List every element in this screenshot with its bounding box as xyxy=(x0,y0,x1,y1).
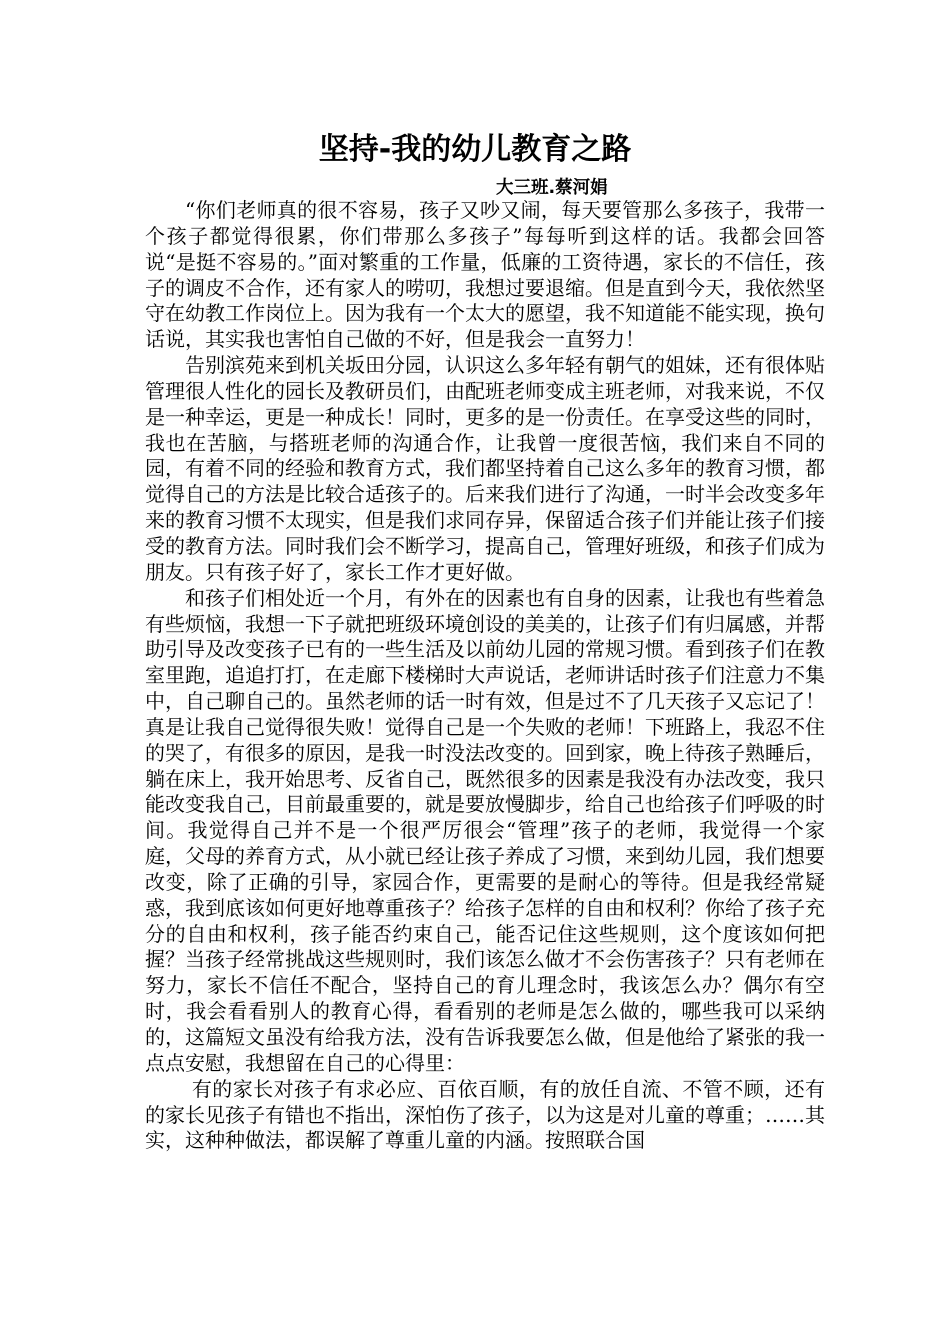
paragraph-2: 告别滨苑来到机关坂田分园，认识这么多年轻有朝气的姐妹，还有很体贴管理很人性化的园长及教研员们，由配班老师变成主班老师，对我来说，不仅是一种幸运，更是一种成长！同时，更多的是一份责任。在享受这些的同时，我也在苦脑，与搭班老师的沟通合作，让我曾一度很苦恼，我们来自不同的园，有着不同的经验和教育方式，我们都坚持着自己这么多年的教育习惯，都觉得自己的方法是比较合适孩子的。后来我们进行了沟通，一时半会改变多年来的教育习惯不太现实，但是我们求同存异，保留适合孩子们并能让孩子们接受的教育方法。同时我们会不断学习，提高自己，管理好班级，和孩子们成为朋友。只有孩子好了，家长工作才更好做。 xyxy=(145,353,825,584)
paragraph-1: “你们老师真的很不容易，孩子又吵又闹，每天要管那么多孩子，我带一个孩子都觉得很累，你们带那么多孩子”每每听到这样的话。我都会回答说“是挺不容易的。”面对繁重的工作量，低廉的工资待遇，家长的不信任，孩子的调皮不合作，还有家人的唠叨，我想过要退缩。但是直到今天，我依然坚守在幼教工作岗位上。因为我有一个太大的愿望，我不知道能不能实现，换句话说，其实我也害怕自己做的不好，但是我会一直努力！ xyxy=(145,198,825,352)
document-body xyxy=(145,198,825,1154)
document-author: 大三班.蔡河娟 xyxy=(496,178,608,198)
paragraph-3: 和孩子们相处近一个月，有外在的因素也有自身的因素，让我也有些着急有些烦恼，我想一下子就把班级环境创设的美美的，让孩子们有归属感，并帮助引导及改变孩子已有的一些生活及以前幼儿园的常规习惯。看到孩子们在教室里跑，追追打打，在走廊下楼梯时大声说话，老师讲话时孩子们注意力不集中，自己聊自己的。虽然老师的话一时有效，但是过不了几天孩子又忘记了！真是让我自己觉得很失败！觉得自己是一个失败的老师！下班路上，我忍不住的哭了，有很多的原因，是我一时没法改变的。回到家，晚上待孩子熟睡后，躺在床上，我开始思考、反省自己，既然很多的因素是我没有办法改变，我只能改变我自己，目前最重要的，就是要放慢脚步，给自己也给孩子们呼吸的时间。我觉得自己并不是一个很严厉很会“管理”孩子的老师，我觉得一个家庭，父母的养育方式，从小就已经让孩子养成了习惯，来到幼儿园，我们想要改变，除了正确的引导，家园合作，更需要的是耐心的等待。但是我经常疑惑，我到底该如何更好地尊重孩子？给孩子怎样的自由和权利？你给了孩子充分的自由和权利，孩子能否约束自己，能否记住这些规则，这个度该如何把握？当孩子经常挑战这些规则时，我们该怎么做才不会伤害孩子？只有老师在努力，家长不信任不配合，坚持自己的育儿理念时，我该怎么办？偶尔有空时，我会看看别人的教育心得，看看别的老师是怎么做的，哪些我可以采纳的，这篇短文虽没有给我方法，没有告诉我要怎么做，但是他给了紧张的我一点点安慰，我想留在自己的心得里： xyxy=(145,585,825,1075)
paragraph-4: 有的家长对孩子有求必应、百依百顺，有的放任自流、不管不顾，还有的家长见孩子有错也不指出，深怕伤了孩子，以为这是对儿童的尊重；……其实，这种种做法，都误解了尊重儿童的内涵。按照联合国 xyxy=(145,1076,826,1153)
document-title: 坚持-我的幼儿教育之路 xyxy=(318,132,632,167)
